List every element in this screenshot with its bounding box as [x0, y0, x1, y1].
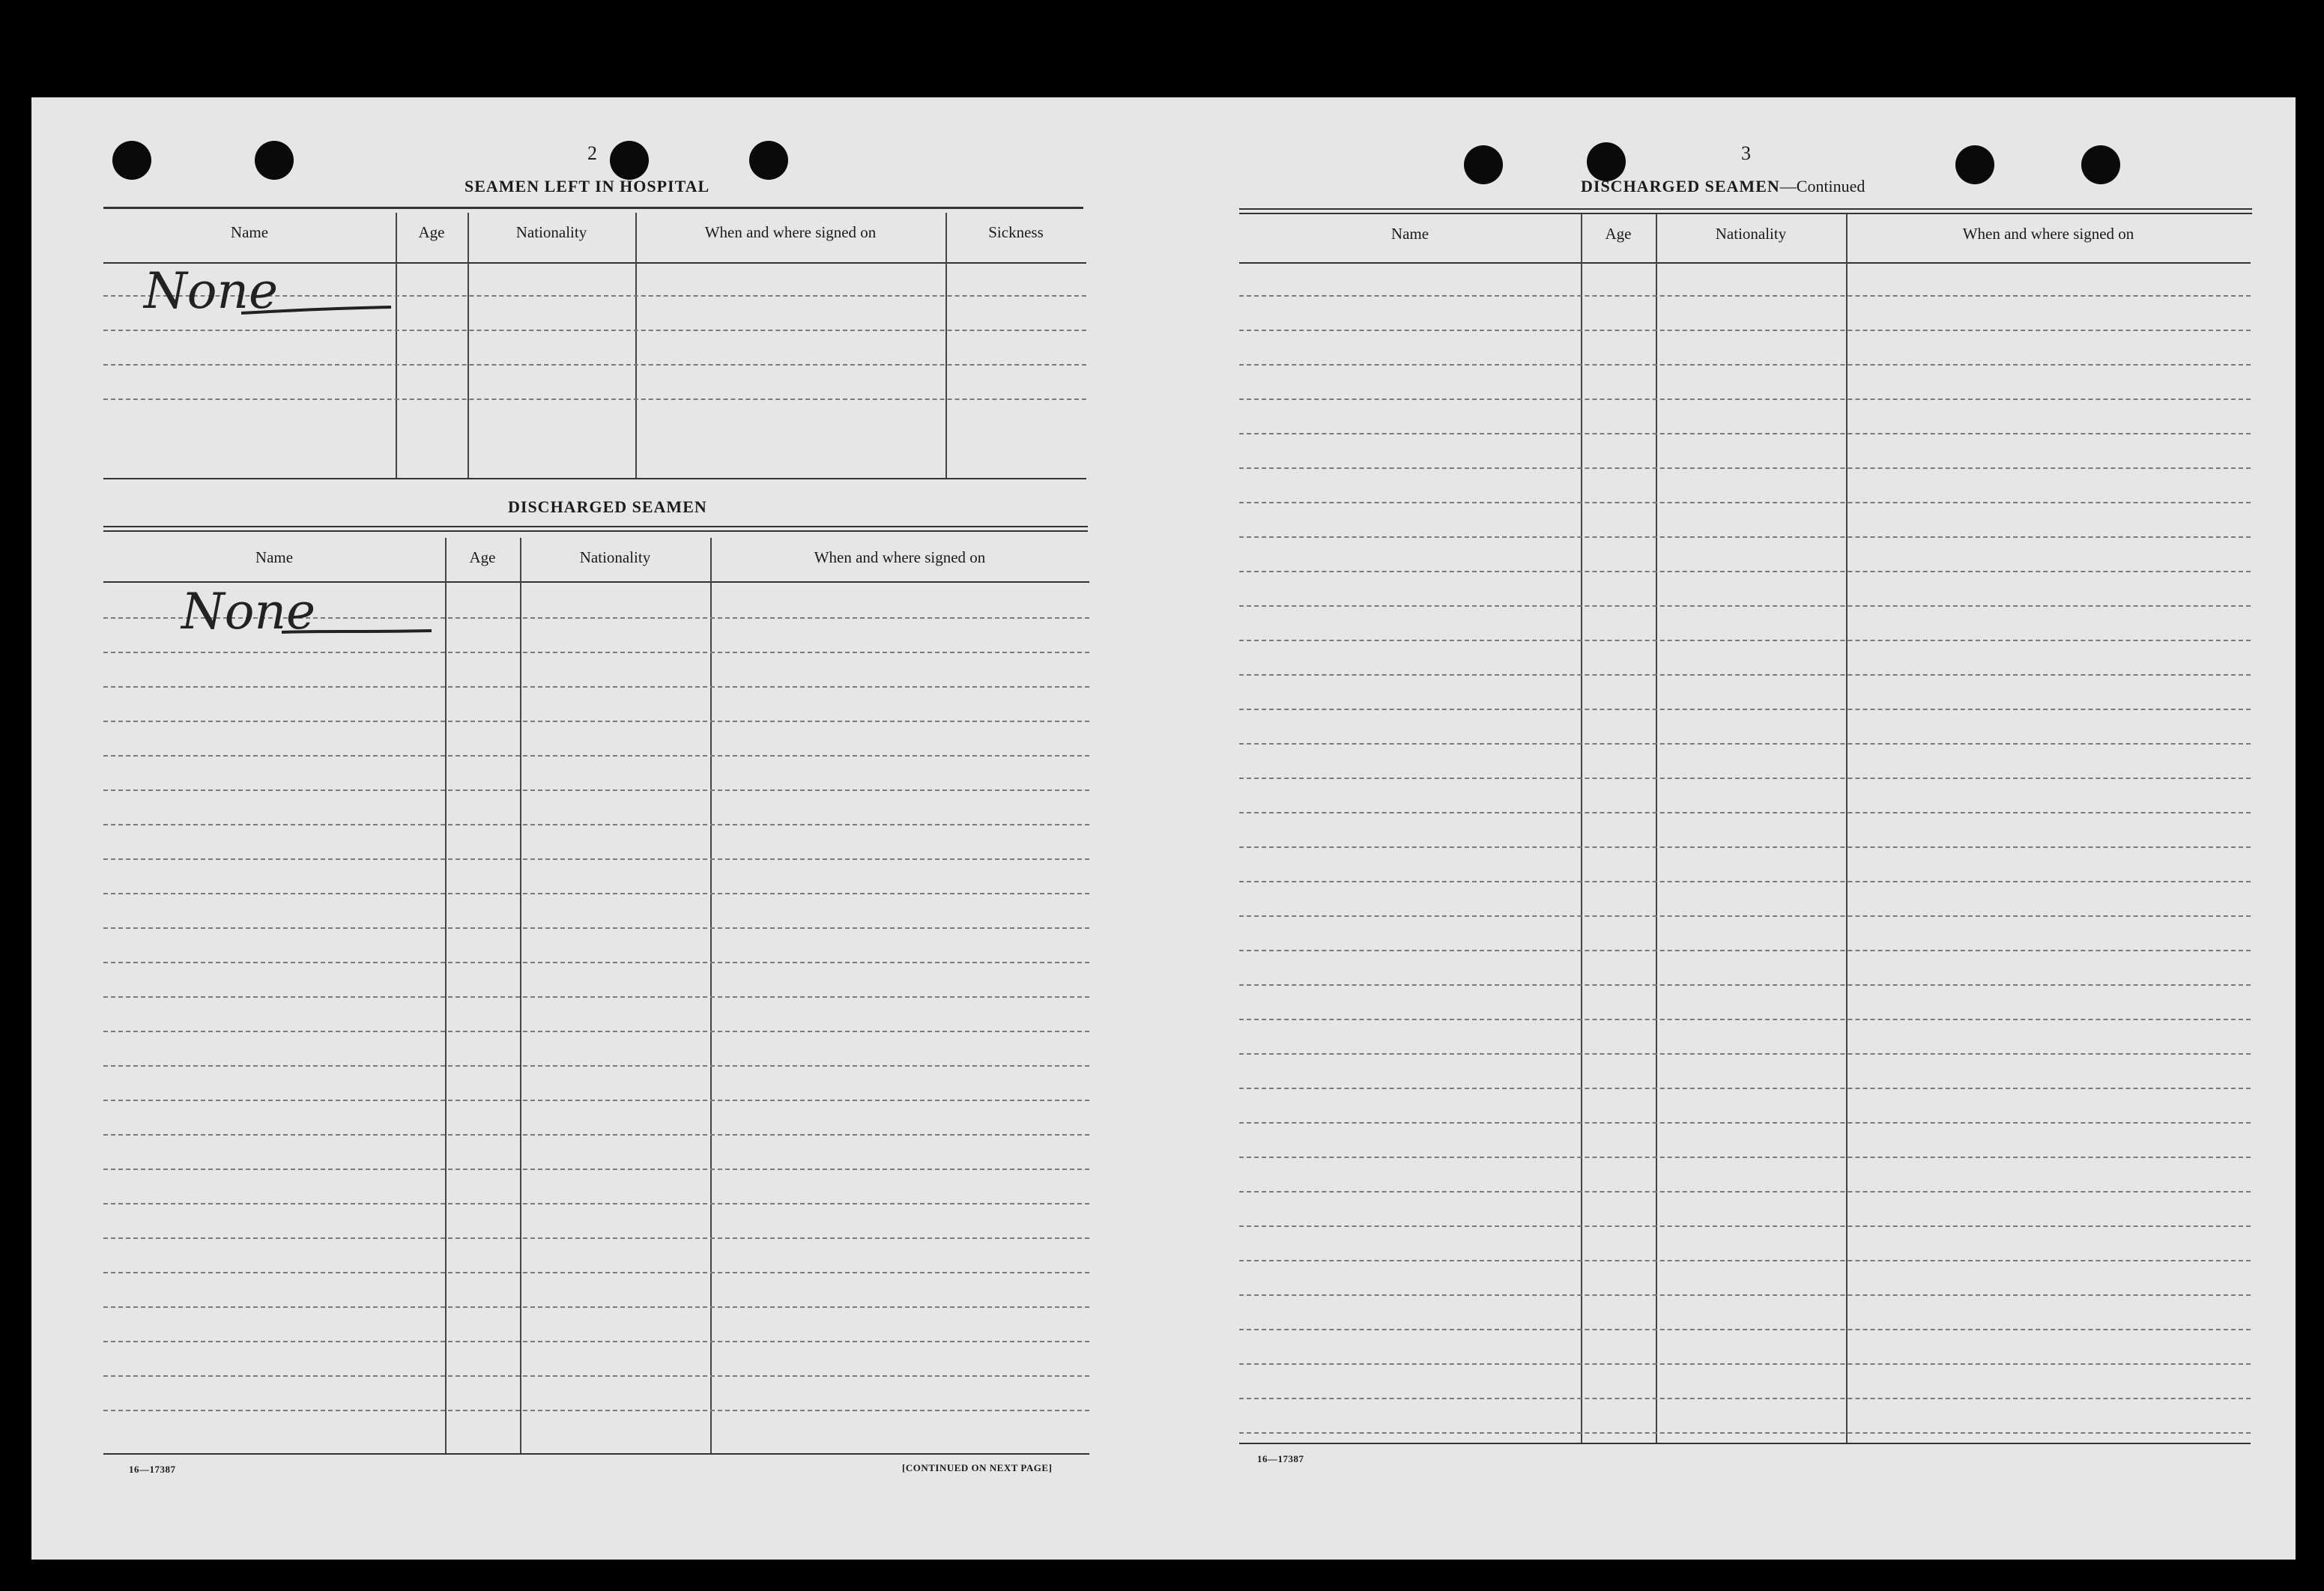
row-rule [1239, 433, 2251, 434]
row-rule [103, 686, 1089, 688]
column-divider [396, 213, 397, 478]
row-rule [1239, 605, 2251, 607]
hospital-section-title: SEAMEN LEFT IN HOSPITAL [465, 177, 710, 196]
row-rule [103, 962, 1089, 963]
row-rule [103, 1272, 1089, 1273]
record-sheet [31, 97, 2296, 1560]
row-rule [103, 1031, 1089, 1032]
row-rule [103, 1169, 1089, 1170]
row-rule [1239, 881, 2251, 882]
punch-hole [2081, 145, 2120, 184]
column-divider [635, 213, 637, 478]
row-rule [1239, 778, 2251, 779]
row-rule [103, 996, 1089, 998]
row-rule [1239, 640, 2251, 641]
row-rule [1239, 709, 2251, 710]
column-header: When and where signed on [1962, 225, 2134, 243]
column-header: Nationality [1715, 225, 1787, 243]
row-rule [1239, 1260, 2251, 1261]
discharged-name-entry: None [181, 583, 315, 640]
bottom-rule [103, 478, 1086, 479]
row-rule [1239, 1019, 2251, 1020]
row-rule [1239, 1432, 2251, 1434]
row-rule [103, 1134, 1089, 1136]
row-rule [1239, 1329, 2251, 1330]
handwriting-stroke [241, 301, 391, 331]
right-page-number: 3 [1741, 142, 1751, 164]
row-rule [1239, 398, 2251, 400]
row-rule [1239, 1294, 2251, 1296]
row-rule [1239, 674, 2251, 676]
row-rule [103, 858, 1089, 860]
row-rule [1239, 743, 2251, 745]
column-header: Age [469, 548, 496, 566]
discharged-section-title: DISCHARGED SEAMEN [508, 497, 707, 516]
row-rule [103, 364, 1086, 366]
left-form-number: 16—17387 [129, 1464, 176, 1475]
row-rule [1239, 364, 2251, 366]
row-rule [1239, 536, 2251, 538]
column-header: When and where signed on [814, 548, 986, 566]
row-rule [1239, 330, 2251, 331]
column-header: Nationality [515, 223, 587, 241]
row-rule [103, 1237, 1089, 1239]
column-header: When and where signed on [704, 223, 877, 241]
row-rule [103, 824, 1089, 825]
row-rule [1239, 295, 2251, 297]
row-rule [1239, 915, 2251, 917]
row-rule [103, 1375, 1089, 1377]
row-rule [1239, 1088, 2251, 1089]
row-rule [103, 790, 1089, 791]
handwriting-stroke [282, 619, 432, 649]
row-rule [1239, 1398, 2251, 1399]
row-rule [103, 398, 1086, 400]
column-header: Sickness [988, 223, 1044, 241]
row-rule [1239, 1053, 2251, 1055]
rule [1239, 208, 2252, 210]
column-header: Age [418, 223, 445, 241]
row-rule [1239, 812, 2251, 813]
hospital-name-entry: None [144, 262, 278, 320]
row-rule [1239, 502, 2251, 503]
column-header: Name [1391, 225, 1429, 243]
column-divider [945, 213, 947, 478]
row-rule [1239, 1122, 2251, 1124]
row-rule [103, 721, 1089, 722]
row-rule [103, 755, 1089, 757]
punch-hole [1587, 142, 1626, 181]
row-rule [1239, 467, 2251, 469]
right-section-title: DISCHARGED SEAMEN—Continued [1581, 177, 1865, 196]
column-header: Nationality [579, 548, 651, 566]
row-rule [1239, 1363, 2251, 1365]
row-rule [1239, 1157, 2251, 1158]
column-divider [467, 213, 469, 478]
row-rule [103, 893, 1089, 894]
row-rule [1239, 571, 2251, 572]
rule [103, 526, 1088, 527]
column-divider [710, 538, 712, 1453]
bottom-rule [103, 1453, 1089, 1455]
row-rule [103, 1341, 1089, 1342]
punch-hole [255, 141, 294, 180]
punch-hole [1955, 145, 1994, 184]
left-page-number: 2 [587, 142, 597, 164]
column-header: Age [1605, 225, 1632, 243]
row-rule [1239, 950, 2251, 951]
punch-hole [112, 141, 151, 180]
punch-hole [610, 141, 649, 180]
row-rule [103, 1203, 1089, 1204]
continued-note: [CONTINUED ON NEXT PAGE] [902, 1462, 1053, 1473]
row-rule [1239, 1225, 2251, 1227]
row-rule [103, 1410, 1089, 1411]
row-rule [1239, 984, 2251, 986]
row-rule [103, 927, 1089, 929]
row-rule [103, 1100, 1089, 1101]
row-rule [1239, 1191, 2251, 1193]
header-rule [1239, 262, 2251, 264]
column-header: Name [255, 548, 294, 566]
row-rule [1239, 846, 2251, 848]
rule [103, 207, 1083, 209]
punch-hole [1464, 145, 1503, 184]
column-divider [520, 538, 521, 1453]
row-rule [103, 1306, 1089, 1308]
rule [1239, 213, 2252, 214]
punch-hole [749, 141, 788, 180]
right-form-number: 16—17387 [1257, 1453, 1304, 1464]
column-divider [445, 538, 447, 1453]
row-rule [103, 1065, 1089, 1067]
row-rule [103, 652, 1089, 653]
bottom-rule [1239, 1443, 2251, 1444]
column-header: Name [230, 223, 269, 241]
rule [103, 530, 1088, 532]
